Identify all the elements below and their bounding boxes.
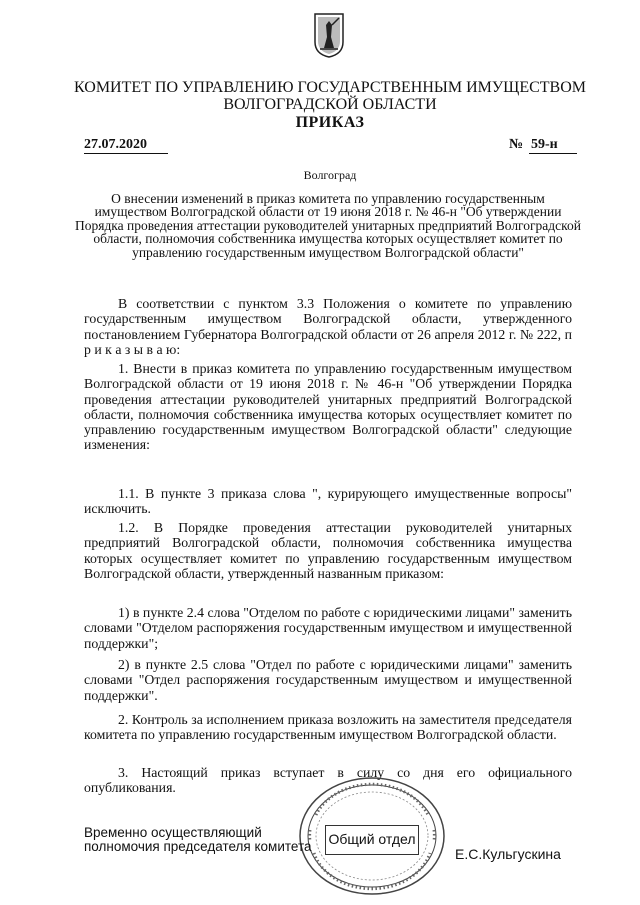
document-type-title: ПРИКАЗ [295,114,365,131]
signatory-name: Е.С.Кульгускина [455,846,561,862]
subitem-2-text: 2) в пункте 2.5 слова "Отдел по работе с юридическими лицами" заменить словами "Отдел распоряжения государственным имуществом и имущественной поддержки". [84,657,572,703]
item-2-paragraph [84,712,572,743]
organization-name-line-1: КОМИТЕТ ПО УПРАВЛЕНИЮ ГОСУДАРСТВЕННЫМ ИМУЩЕСТВОМ [73,79,586,96]
signatory-position-line-2: полномочия председателя комитета [84,839,312,854]
organization-name-line-2: ВОЛГОГРАДСКОЙ ОБЛАСТИ [223,96,437,113]
number-underline [529,153,577,154]
item-1-2-paragraph [84,520,572,581]
item-1-paragraph [84,361,572,453]
document-date: 27.07.2020 [84,137,147,152]
subitem-1-text: 1) в пункте 2.4 слова "Отделом по работе с юридическими лицами" заменить словами "Отделом распоряжения государственным имуществом и имущественной поддержки"; [84,605,572,651]
stamp-center-label: Общий отдел [325,825,419,855]
date-underline [84,153,168,154]
preamble-text: В соответствии с пунктом 3.3 Положения о комитете по управлению государственным имуществом Волгоградской области, утвержденного постановлением Губернатора Волгоградской области от 26 апреля 2012 г. № 222, п р и к а з ы в а ю: [84,296,572,357]
item-1-text: 1. Внести в приказ комитета по управлению государственным имуществом Волгоградской области от 19 июня 2018 г. № 46-н "Об утверждении Порядка проведения аттестации руководителей унитарных предприятий Волгоградской области, полномочия собственника имущества которых осуществляет комитет по управлению государственным имуществом Волгоградской области" следующие изменения: [84,361,572,453]
preamble-paragraph [84,296,572,357]
coat-of-arms-emblem [313,12,345,58]
item-2-text: 2. Контроль за исполнением приказа возложить на заместителя председателя комитета по управлению государственным имуществом Волгоградской области. [84,712,572,743]
item-1-1-paragraph [84,486,572,517]
item-3-text: 3. Настоящий приказ вступает в силу со дня его официального опубликования. [84,765,572,796]
document-number: 59-н [531,137,558,152]
document-subject: О внесении изменений в приказ комитета по управлению государственным имуществом Волгоградской области от 19 июня 2018 г. № 46-н "Об утверждении Порядка проведения аттестации руководителей унитарных предприятий Волгоградской области, полномочия собственника имущества которых осуществляет комитет по управлению государственным имуществом Волгоградской области" [74,191,581,260]
subitem-2-paragraph [84,657,572,703]
signatory-position [84,826,312,854]
document-number-sign: № [509,137,524,152]
item-1-1-text: 1.1. В пункте 3 приказа слова ", курирующего имущественные вопросы" исключить. [84,486,572,517]
item-1-2-text: 1.2. В Порядке проведения аттестации руководителей унитарных предприятий Волгоградской области, полномочия собственника имущества которых осуществляет комитет по управлению государственным имуществом Волгоградской области, утвержденный названным приказом: [84,520,572,581]
document-city: Волгоград [303,168,357,182]
subitem-1-paragraph [84,605,572,651]
signatory-position-line-1: Временно осуществляющий [84,825,262,840]
